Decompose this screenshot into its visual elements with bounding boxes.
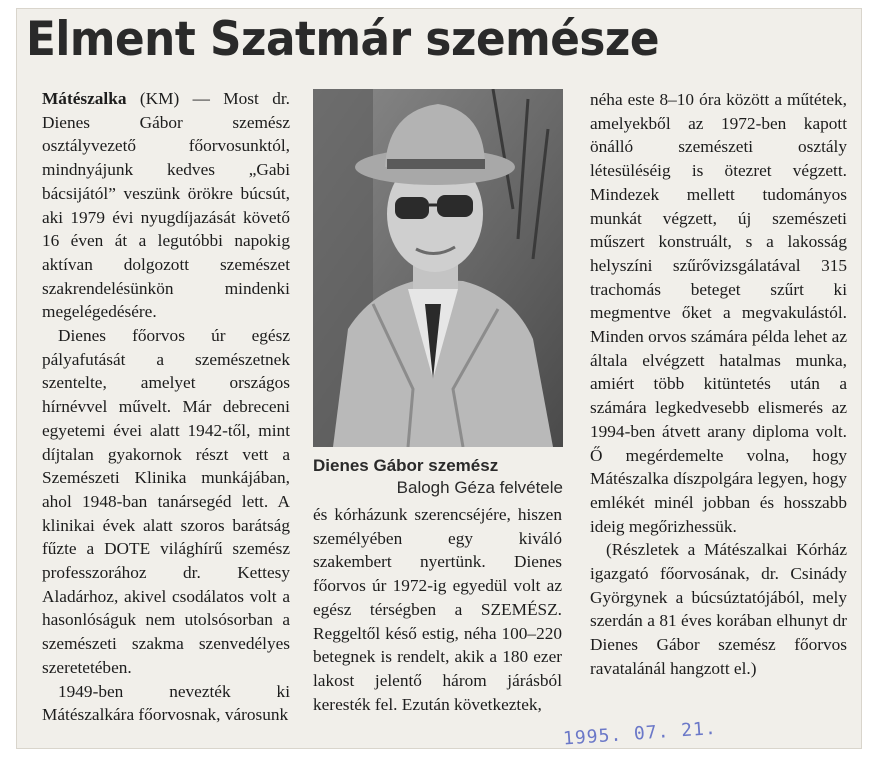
dateline-place: Mátészalka [42,89,127,108]
paragraph-5: néha este 8–10 óra között a műtétek, amelyekből az 1972-ben kapott önálló szemészeti osztály létesüléséig is ötezret végzett. Mindezek mellett tudományos munkát végzett, új szemészeti műszert konstruált, s a lakosság helyszíni szűrővizsgálatával 315 trachomás beteget szűrt ki megmentve őket a megvakulástól. Minden orvos számára példa lehet az általa elvégzett hatalmas munka, amiért több kitüntetés után a számára legkedvesebb elismerés az 1994-ben átvett arany diploma volt. Ő megérdemelte volna, hogy Mátészalka díszpolgára legyen, hogy emlékét minél jobban és hosszabb ideig megőrizhessük. [590,90,847,536]
paragraph-2: Dienes főorvos úr egész pályafutását a szemészetnek szentelte, amelyet országos hírnévvel művelt. Már debreceni egyetemi évei alatt 1942-től, mint díjtalan gyakornok részt vett a Szemészeti Klinika munkájában, ahol 1948-ban tanársegéd lett. A klinikai évek alatt szoros barátság fűzte a DOTE világhírű szemész professzorához dr. Kettesy Aladárhoz, akivel csodálatos volt a hasonlóságuk nem utolsósorban a szemészeti szakma szenvedélyes szeretetében. [42,326,290,677]
portrait-photo-image [313,89,563,447]
column-2 [313,503,562,716]
photo-credit: Balogh Géza felvétele [396,478,563,497]
photo-caption: Dienes Gábor szemész [313,456,499,475]
paragraph-3: 1949-ben nevezték ki Mátészalkára főorvosnak, városunk [42,681,290,725]
portrait-photo [313,89,563,447]
column-3 [590,88,847,681]
paragraph-1 [42,87,290,324]
date-stamp: 1995. 07. 21. [562,717,718,750]
column-1 [42,87,290,727]
paragraph-6: (Részletek a Mátészalkai Kórház igazgató főorvosának, dr. Csinády Györgynek a búcsúztatójából, mely szerdán a 81 éves korában elhunyt dr Dienes Gábor szemész főorvos ravatalánál hangzott el.) [590,540,847,678]
article-headline: Elment Szatmár szemésze [26,12,660,67]
paragraph-4: és kórházunk szerencséjére, hiszen személyében egy kiváló szakembert nyertünk. Dienes főorvos úr 1972-ig egyedül volt az egész térségben a SZEMÉSZ. Reggeltől késő estig, néha 100–220 betegnek is rendelt, akik a 180 ezer lakost jelentő három járásból keresték fel. Ezután következtek, [313,505,562,714]
paragraph-1-text: (KM) — Most dr. Dienes Gábor szemész osztályvezető főorvosunktól, mindnyájunk kedves „Gabi bácsijától” veszünk örökre búcsút, aki 1979 évi nyugdíjazását követő 16 éven át a legutóbbi napokig aktívan dolgozott szemészet szakrendelésünkön mindenki megelégedésére. [42,89,290,322]
